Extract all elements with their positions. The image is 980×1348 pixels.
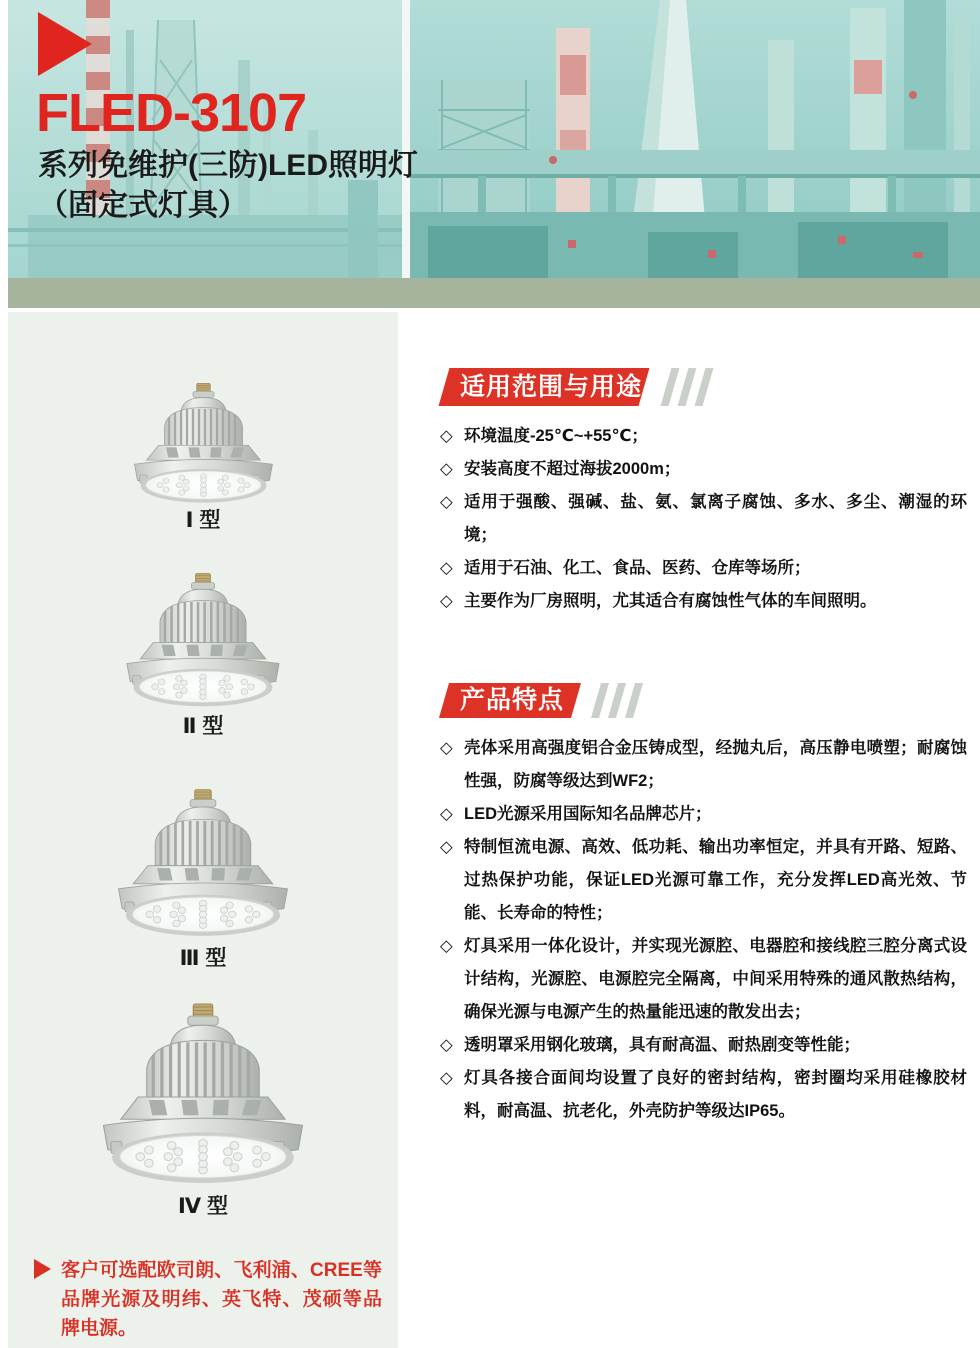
banner-slashes-icon (666, 368, 708, 406)
bullet-text: 特制恒流电源、高效、低功耗、输出功率恒定，并具有开路、短路、过热保护功能，保证LED光源可靠工作，充分发挥LED高光效、节能、长寿命的特性； (464, 838, 967, 922)
section-title: 适用范围与用途 (460, 373, 643, 401)
diamond-bullet-icon: ◇ (440, 592, 453, 610)
section-features (440, 683, 967, 1128)
red-arrow-icon (34, 1259, 51, 1279)
product-subtitle (38, 146, 418, 226)
section-application (440, 368, 967, 618)
banner-slashes-icon (596, 683, 638, 718)
diamond-bullet-icon: ◇ (440, 838, 453, 856)
lamp-image-type-4 (8, 1002, 398, 1188)
hero-photo (8, 0, 980, 278)
sage-divider-band (8, 278, 980, 308)
diamond-bullet-icon: ◇ (440, 559, 453, 577)
lamp-type-1-label: Ⅰ 型 (185, 509, 221, 532)
diamond-bullet-icon: ◇ (440, 460, 453, 478)
diamond-bullet-icon: ◇ (440, 427, 453, 445)
red-flag-icon (38, 12, 92, 76)
section-banner (440, 368, 967, 406)
lamp-image-type-1 (8, 382, 398, 506)
bullet-item (440, 552, 967, 585)
bullet-text: 灯具采用一体化设计，并实现光源腔、电器腔和接线腔三腔分离式设计结构，光源腔、电源腔完全隔离，中间采用特殊的通风散热结构，确保光源与电源产生的热量能迅速的散发出去； (464, 937, 967, 1021)
led-lamp-illustration (112, 572, 294, 710)
diamond-bullet-icon: ◇ (440, 1036, 453, 1054)
bullet-item (440, 1029, 967, 1062)
bullet-text: LED光源采用国际知名品牌芯片； (464, 805, 712, 823)
diamond-bullet-icon: ◇ (440, 937, 453, 955)
product-model-title: FLED-3107 (36, 83, 307, 143)
application-bullet-list (440, 420, 967, 618)
bullet-item (440, 831, 967, 930)
features-bullet-list (440, 732, 967, 1128)
bullet-text: 壳体采用高强度铝合金压铸成型，经抛丸后，高压静电喷塑；耐腐蚀性强，防腐等级达到WF2； (464, 739, 967, 790)
lamp-image-type-2 (8, 572, 398, 710)
subtitle-line-1: 系列免维护(三防)LED照明灯 (38, 149, 418, 182)
diamond-bullet-icon: ◇ (440, 805, 453, 823)
lamp-image-type-3 (8, 788, 398, 940)
bullet-item (440, 732, 967, 798)
led-lamp-illustration (121, 382, 286, 506)
diamond-bullet-icon: ◇ (440, 493, 453, 511)
led-lamp-illustration (102, 788, 304, 940)
bullet-text: 主要作为厂房照明，尤其适合有腐蚀性气体的车间照明。 (464, 592, 877, 610)
bullet-item (440, 930, 967, 1029)
bullet-item (440, 420, 967, 453)
bullet-text: 适用于石油、化工、食品、医药、仓库等场所； (464, 559, 811, 577)
diamond-bullet-icon: ◇ (440, 739, 453, 757)
bullet-text: 安装高度不超过海拔2000m； (464, 460, 681, 478)
lamp-type-3-label: Ⅲ 型 (179, 947, 227, 970)
brand-note-text: 客户可选配欧司朗、飞利浦、CREE等品牌光源及明纬、英飞特、茂硕等品牌电源。 (61, 1260, 382, 1339)
bullet-text: 灯具各接合面间均设置了良好的密封结构，密封圈均采用硅橡胶材料，耐高温、抗老化，外壳防护等级达IP65。 (464, 1069, 967, 1120)
lamp-type-4-label: Ⅳ 型 (178, 1195, 228, 1218)
bullet-item (440, 486, 967, 552)
bullet-item (440, 798, 967, 831)
section-banner (440, 683, 967, 718)
lamp-type-2-label: Ⅱ 型 (182, 715, 224, 738)
bullet-text: 适用于强酸、强碱、盐、氨、氯离子腐蚀、多水、多尘、潮湿的环境； (464, 493, 967, 544)
diamond-bullet-icon: ◇ (440, 1069, 453, 1087)
bullet-item (440, 585, 967, 618)
bullet-text: 环境温度-25℃~+55℃； (464, 427, 648, 445)
brand-note (34, 1256, 382, 1343)
bullet-item (440, 1062, 967, 1128)
product-gallery-panel (8, 312, 398, 1348)
bullet-text: 透明罩采用钢化玻璃，具有耐高温、耐热剧变等性能； (464, 1036, 860, 1054)
bullet-item (440, 453, 967, 486)
subtitle-line-2: （固定式灯具） (38, 189, 248, 222)
section-title: 产品特点 (460, 686, 565, 714)
led-lamp-illustration (84, 1002, 322, 1188)
